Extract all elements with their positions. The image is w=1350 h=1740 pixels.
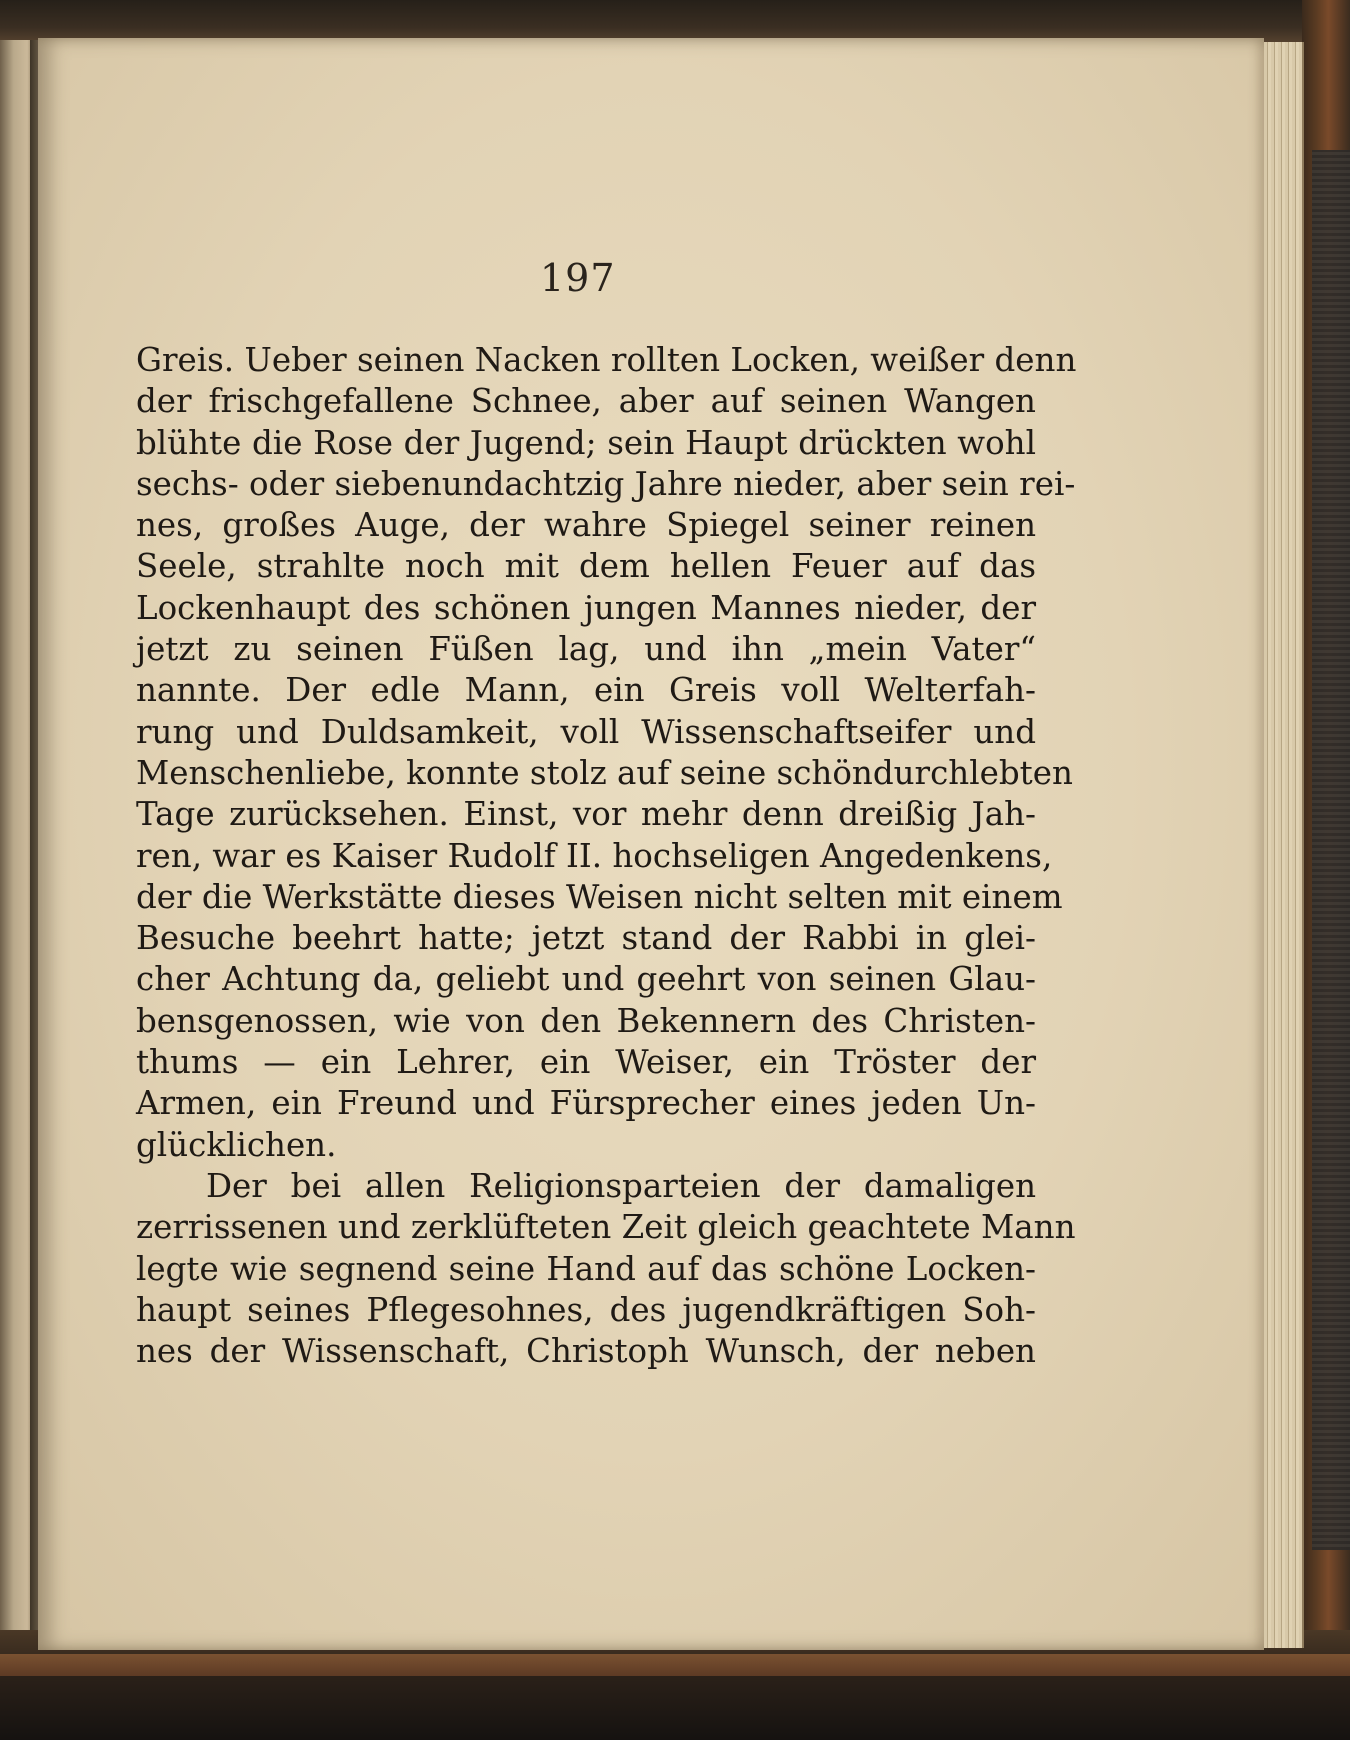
text-line: nes der Wissenschaft, Christoph Wunsch, der neben — [136, 1332, 1036, 1371]
book-cover-right — [1302, 0, 1350, 1740]
left-page-edge — [0, 40, 34, 1640]
page-text — [136, 340, 1077, 1372]
text-line: sechs- oder siebenundachtzig Jahre nieder, aber sein rei- — [136, 464, 1076, 503]
text-line: Seele, strahlte noch mit dem hellen Feuer auf das — [136, 547, 1036, 586]
text-line: nannte. Der edle Mann, ein Greis voll Welterfah- — [136, 671, 1036, 710]
text-line: zerrissenen und zerklüfteten Zeit gleich geachtete Mann — [136, 1208, 1076, 1247]
text-line: Lockenhaupt des schönen jungen Mannes nieder, der — [136, 588, 1036, 627]
cover-board — [0, 1654, 1350, 1676]
text-line: glücklichen. — [136, 1125, 337, 1164]
text-line: Armen, ein Freund und Fürsprecher eines jeden Un- — [136, 1084, 1036, 1123]
text-line: rung und Duldsamkeit, voll Wissenschaftseifer und — [136, 712, 1036, 751]
text-line: Besuche beehrt hatte; jetzt stand der Rabbi in glei- — [136, 919, 1036, 958]
text-line: haupt seines Pflegesohnes, des jugendkräftigen Soh- — [136, 1290, 1036, 1329]
text-line: thums — ein Lehrer, ein Weiser, ein Tröster der — [136, 1043, 1036, 1082]
text-line: nes, großes Auge, der wahre Spiegel seiner reinen — [136, 506, 1036, 545]
text-line: Tage zurücksehen. Einst, vor mehr denn dreißig Jah- — [136, 795, 1036, 834]
text-line: Menschenliebe, konnte stolz auf seine schöndurchlebten — [136, 753, 1073, 792]
text-line: der frischgefallene Schnee, aber auf seinen Wangen — [136, 382, 1036, 421]
text-line: ren, war es Kaiser Rudolf II. hochseligen Angedenkens, — [136, 836, 1053, 875]
cover-cloth — [1312, 150, 1350, 1550]
text-line: Greis. Ueber seinen Nacken rollten Locken, weißer denn — [136, 341, 1077, 379]
text-line: legte wie segnend seine Hand auf das schöne Locken- — [136, 1249, 1036, 1288]
page-number: 197 — [540, 256, 616, 300]
text-line: Der bei allen Religionsparteien der damaligen — [206, 1166, 1036, 1205]
text-line: blühte die Rose der Jugend; sein Haupt drückten wohl — [136, 423, 1036, 462]
text-line: der die Werkstätte dieses Weisen nicht selten mit einem — [136, 877, 1063, 916]
text-line: cher Achtung da, geliebt und geehrt von seinen Glau- — [136, 960, 1036, 999]
text-line: jetzt zu seinen Füßen lag, und ihn „mein Vater“ — [136, 630, 1036, 669]
text-line: bensgenossen, wie von den Bekennern des Christen- — [136, 1001, 1036, 1040]
